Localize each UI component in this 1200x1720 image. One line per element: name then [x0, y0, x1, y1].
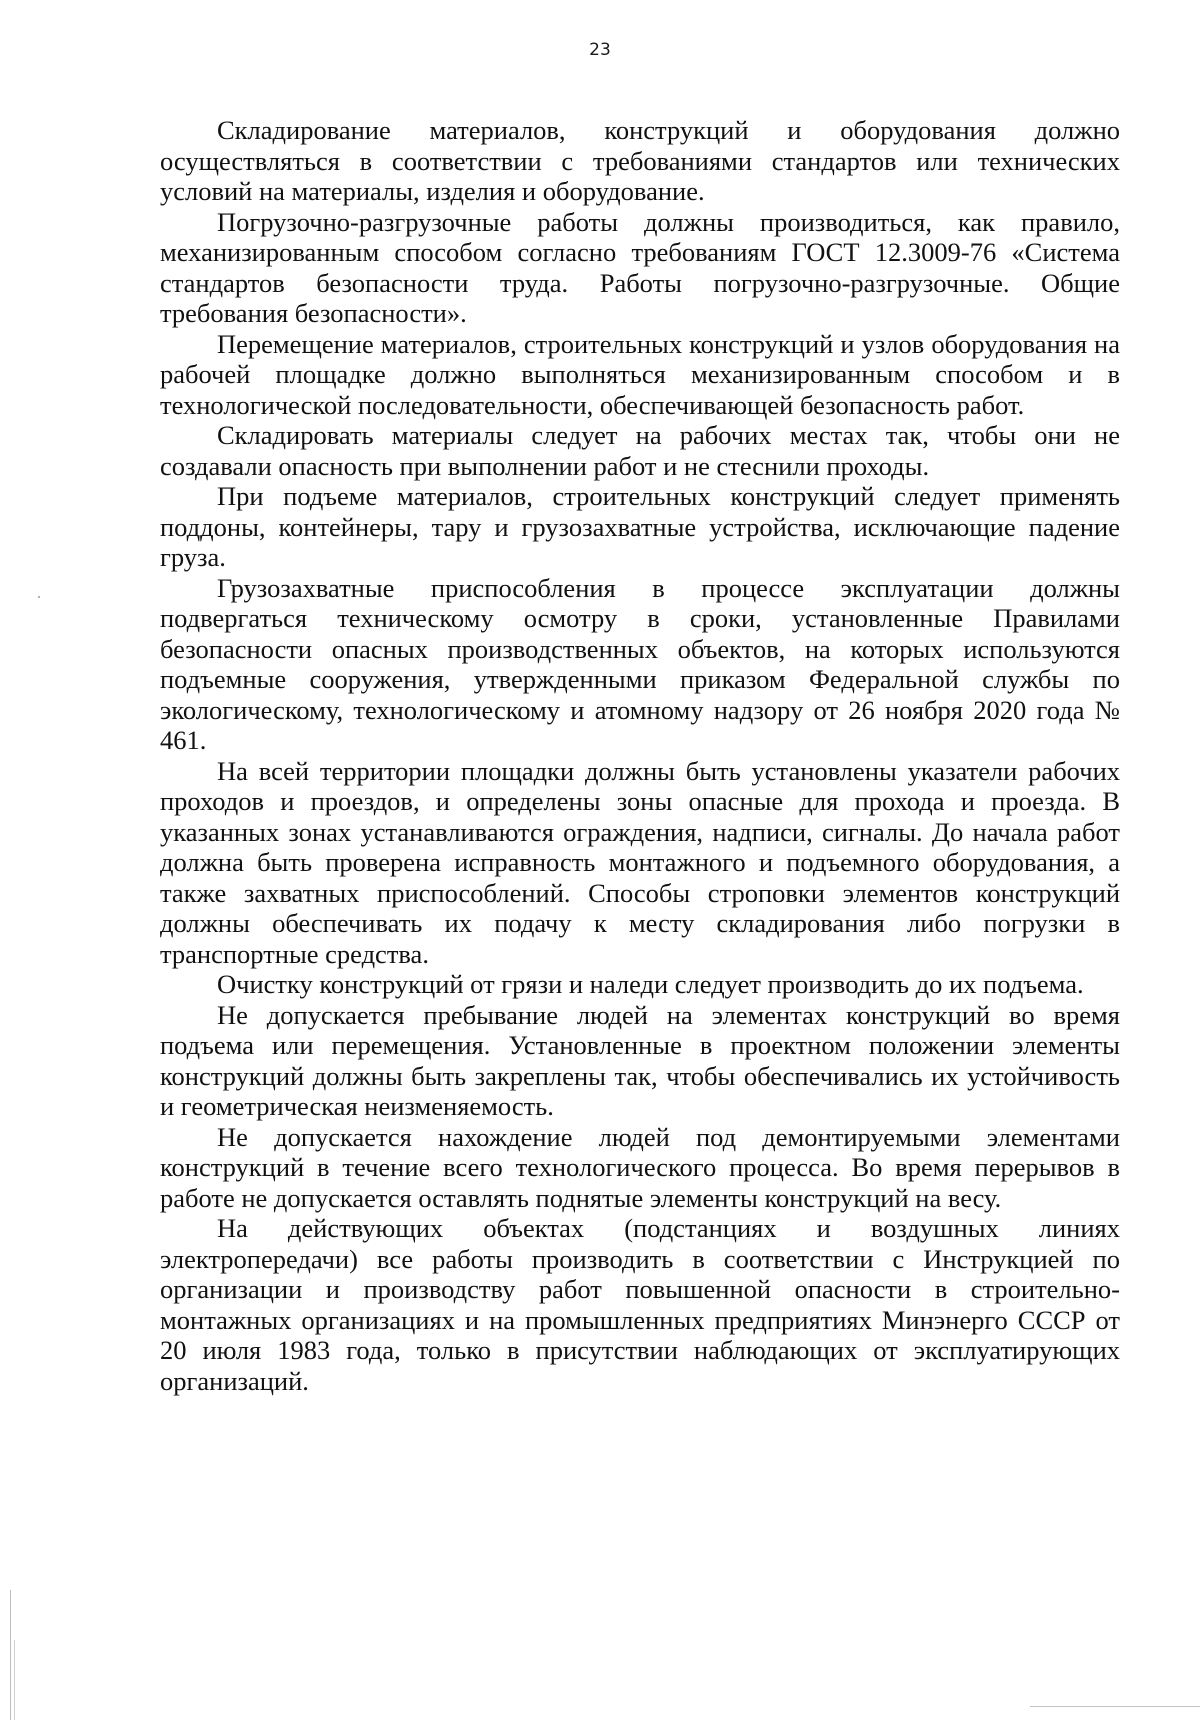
- scan-edge-line: [10, 1590, 11, 1720]
- paragraph-storage: Складирование материалов, конструкций и оборудования должно осуществляться в соответствии с требованиями стандартов или технических условий на материалы, изделия и оборудование.: [160, 115, 1120, 206]
- paragraph-loading-unloading: Погрузочно-разгрузочные работы должны производиться, как правило, механизированным способом согласно требованиям ГОСТ 12.3009-76 «Система стандартов безопасности труда. Работы погрузочно-разгрузочные. Общие требования безопасности».: [160, 206, 1120, 328]
- paragraph-cleaning: Очистку конструкций от грязи и наледи следует производить до их подъема.: [217, 969, 1084, 999]
- page-number: 23: [589, 40, 611, 60]
- document-body: [160, 115, 1120, 1396]
- scan-edge-line-secondary: [14, 1640, 15, 1720]
- paragraph-moving-materials: Перемещение материалов, строительных конструкций и узлов оборудования на рабочей площадке должно выполняться механизированным способом и в технологической последовательности, обеспечивающей безопасность работ.: [160, 328, 1120, 420]
- scan-speck: [38, 596, 40, 598]
- paragraph-site-territory: На всей территории площадки должны быть установлены указатели рабочих проходов и проездов, и определены зоны опасные для прохода и проезда. В указанных зонах устанавливаются ограждения, надписи, сигналы. До начала работ должна быть проверена исправность монтажного и подъемного оборудования, а также захватных приспособлений. Способы строповки элементов конструкций должны обеспечивать их подачу к месту складирования либо погрузки в транспортные средства.: [160, 755, 1120, 969]
- paragraph-lifting-materials: При подъеме материалов, строительных конструкций следует применять поддоны, контейнеры, тару и грузозахватные устройства, исключающие падение груза.: [160, 481, 1120, 572]
- paragraph-lifting-devices: Грузозахватные приспособления в процессе эксплуатации должны подвергаться техническому осмотру в сроки, установленные Правилами безопасности опасных производственных объектов, на которых используются подъемные сооружения, утвержденными приказом Федеральной службы по экологическому, технологическому и атомному надзору от 26 ноября 2020 года № 461.: [160, 572, 1120, 755]
- paragraph-operating-facilities: На действующих объектах (подстанциях и воздушных линиях электропередачи) все работы производить в соответствии с Инструкцией по организации и производству работ повышенной опасности в строительно-монтажных организациях и на промышленных предприятиях Минэнерго СССР от 20 июля 1983 года, только в присутствии наблюдающих от эксплуатирующих организаций.: [160, 1213, 1120, 1396]
- scan-bottom-line: [1030, 1706, 1200, 1707]
- paragraph-people-on-elements: Не допускается пребывание людей на элементах конструкций во время подъема или перемещения. Установленные в проектном положении элементы конструкций должны быть закреплены так, чтобы обеспечивались их устойчивость и геометрическая неизменяемость.: [160, 999, 1120, 1121]
- paragraph-people-under-elements: Не допускается нахождение людей под демонтируемыми элементами конструкций в течение всего технологического процесса. Во время перерывов в работе не допускается оставлять поднятые элементы конструкций на весу.: [160, 1121, 1120, 1213]
- paragraph-workplace-storage: Складировать материалы следует на рабочих местах так, чтобы они не создавали опасность при выполнении работ и не стеснили проходы.: [160, 420, 1120, 481]
